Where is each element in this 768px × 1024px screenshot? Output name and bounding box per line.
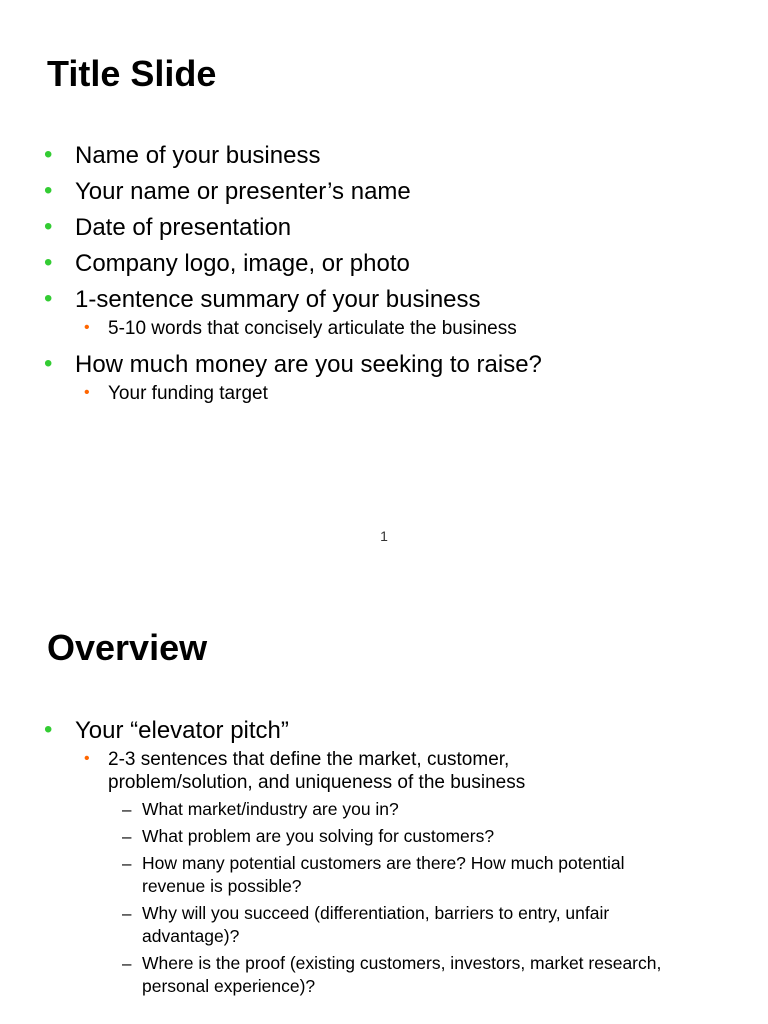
bullet-item [0, 350, 768, 379]
bullet-list [0, 141, 768, 410]
bullet-text: Name of your business [75, 142, 321, 169]
bullet-item [0, 213, 768, 242]
slide-title: Title Slide [47, 53, 217, 94]
bullet-dot-icon: • [44, 716, 53, 743]
dash-item [0, 902, 768, 948]
sub-bullet-text: Your funding target [108, 383, 268, 404]
bullet-dot-icon: • [44, 213, 53, 240]
dash-item [0, 852, 768, 898]
bullet-text: How much money are you seeking to raise? [75, 351, 542, 378]
bullet-text: Company logo, image, or photo [75, 250, 410, 277]
dash-icon: – [122, 904, 132, 923]
bullet-text: Your “elevator pitch” [75, 717, 289, 744]
bullet-text: Date of presentation [75, 214, 292, 241]
bullet-text: 1-sentence summary of your business [75, 286, 481, 313]
sub-bullet-text: 5-10 words that concisely articulate the business [108, 318, 517, 339]
sub-bullet-item [0, 382, 768, 405]
slide-overview [0, 576, 768, 1024]
bullet-dot-icon: • [44, 141, 53, 168]
dash-icon: – [122, 827, 132, 846]
bullet-dot-icon: • [44, 177, 53, 204]
dash-item [0, 798, 768, 821]
bullet-item [0, 716, 768, 745]
dash-item [0, 952, 768, 998]
bullet-dot-icon: • [44, 249, 53, 276]
bullet-text: Your name or presenter’s name [75, 178, 411, 205]
bullet-item [0, 285, 768, 314]
bullet-item [0, 141, 768, 170]
bullet-dot-icon: • [44, 285, 53, 312]
sub-bullet-item [0, 748, 768, 794]
sub-bullet-item [0, 317, 768, 340]
bullet-item [0, 249, 768, 278]
sub-bullet-dot-icon: • [84, 384, 90, 401]
dash-text: How many potential customers are there? How much potential revenue is possible? [142, 853, 625, 896]
dash-icon: – [122, 854, 132, 873]
dash-text: What problem are you solving for customers? [142, 826, 495, 846]
dash-text: Where is the proof (existing customers, investors, market research, personal experience)? [142, 953, 662, 996]
slide-title: Overview [47, 627, 208, 668]
sub-bullet-dot-icon: • [84, 750, 90, 767]
dash-icon: – [122, 954, 132, 973]
dash-text: Why will you succeed (differentiation, barriers to entry, unfair advantage)? [142, 903, 610, 946]
bullet-item [0, 177, 768, 206]
dash-text: What market/industry are you in? [142, 799, 399, 819]
page-number: 1 [380, 528, 388, 544]
dash-item [0, 825, 768, 848]
bullet-dot-icon: • [44, 350, 53, 377]
dash-icon: – [122, 800, 132, 819]
bullet-list [0, 716, 768, 1002]
sub-bullet-dot-icon: • [84, 319, 90, 336]
sub-bullet-text: 2-3 sentences that define the market, customer, problem/solution, and uniqueness of the business [108, 749, 526, 793]
